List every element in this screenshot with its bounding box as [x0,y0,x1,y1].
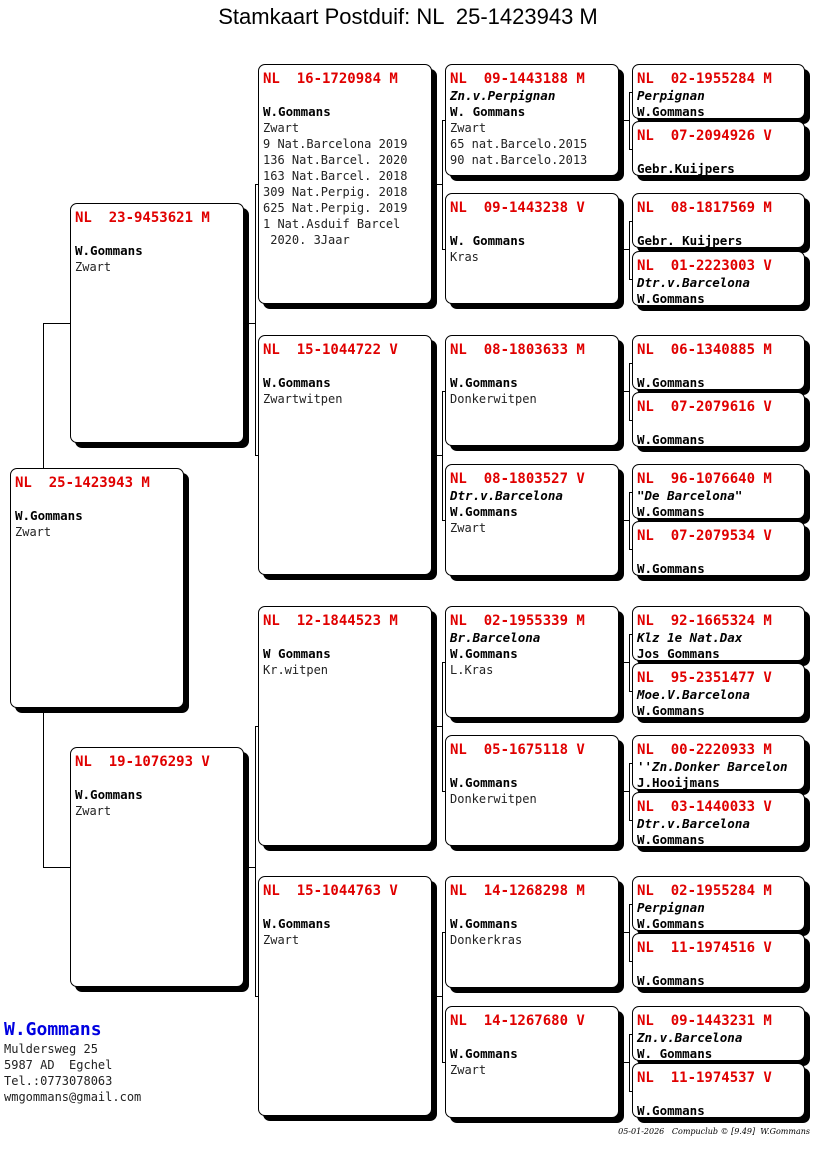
pedigree-line [450,759,614,775]
connector-line [43,867,70,868]
ring-number: NL 08-1817569 M [637,200,772,216]
owner-name: W.Gommans [637,1103,705,1118]
pigeon-card[interactable] [632,1063,805,1118]
pigeon-card[interactable] [632,1006,805,1061]
feather-color: Zwart [263,933,300,947]
connector-line [619,520,629,521]
pedigree-line: Zn.v.Perpignan [450,88,556,103]
feather-color: Zwart [450,521,487,535]
feather-color: Zwartwitpen [263,392,343,406]
ring-number: NL 05-1675118 V [450,742,585,758]
owner-name: W.Gommans [637,832,705,847]
pigeon-card[interactable] [632,933,805,988]
breeder-email: wmgommans@gmail.com [4,1090,142,1104]
connector-line [619,662,629,663]
feather-color: Donkerwitpen [450,392,537,406]
pigeon-card[interactable] [632,335,805,390]
breeder-city: 5987 AD Egchel [4,1058,113,1072]
connector-line [629,904,630,961]
feather-color: Zwart [263,121,300,135]
owner-name: W.Gommans [637,291,705,306]
breeder-phone: Tel.:0773078063 [4,1074,113,1088]
page-title: Stamkaart Postduif: NL 25-1423943 M [218,4,598,29]
owner-name: W.Gommans [450,375,518,390]
connector-line [619,391,629,392]
feather-color: Kr.witpen [263,663,329,677]
pigeon-card[interactable] [445,464,619,576]
owner-name: W.Gommans [637,432,705,447]
connector-line [244,323,255,324]
pedigree-line: Klz 1e Nat.Dax [637,630,743,645]
connector-line [244,867,255,868]
owner-name: W.Gommans [450,916,518,931]
connector-line [255,184,256,455]
pedigree-line [75,771,239,787]
pedigree-line [450,900,614,916]
connector-line [629,492,630,549]
pedigree-line: "De Barcelona" [637,488,743,503]
ring-number: NL 96-1076640 M [637,471,772,487]
ring-number: NL 12-1844523 M [263,613,398,629]
connector-line [432,184,442,185]
pedigree-line: ''Zn.Donker Barcelon [637,759,788,774]
ring-number: NL 00-2220933 M [637,742,772,758]
performance-note: 2020. 3Jaar [263,233,350,247]
ring-number: NL 07-2079616 V [637,399,772,415]
pedigree-line: Perpignan [637,88,705,103]
ring-number: NL 08-1803633 M [450,342,585,358]
connector-line [432,726,442,727]
connector-line [442,391,443,521]
pedigree-line [263,630,427,646]
owner-name: Gebr.Kuijpers [637,161,735,176]
connector-line [442,932,443,1062]
performance-note: 625 Nat.Perpig. 2019 [263,201,408,215]
owner-name: W. Gommans [450,233,526,248]
pedigree-line [637,217,800,233]
pedigree-line: Moe.V.Barcelona [637,687,750,702]
performance-note: 90 nat.Barcelo.2013 [450,153,588,167]
pigeon-card[interactable] [632,251,805,306]
connector-line [629,634,630,691]
pigeon-card[interactable] [10,468,184,708]
ring-number: NL 02-1955339 M [450,613,585,629]
connector-line [442,120,443,249]
footer-credit: 05-01-2026 Compuclub © [9.49] W.Gommans [618,1127,810,1136]
pedigree-line: Dtr.v.Barcelona [637,816,750,831]
performance-note: 163 Nat.Barcel. 2018 [263,169,408,183]
pigeon-card[interactable] [445,606,619,718]
feather-color: Zwart [15,525,52,539]
ring-number: NL 25-1423943 M [15,475,150,491]
connector-line [629,763,630,820]
owner-name: W.Gommans [637,973,705,988]
pigeon-card[interactable] [632,464,805,519]
feather-color: Kras [450,250,479,264]
owner-name: W.Gommans [15,508,83,523]
pigeon-card[interactable] [445,64,619,176]
owner-name: W. Gommans [450,104,526,119]
pedigree-line [263,900,427,916]
ring-number: NL 07-2079534 V [637,528,772,544]
ring-number: NL 06-1340885 M [637,342,772,358]
ring-number: NL 11-1974537 V [637,1070,772,1086]
pigeon-card[interactable] [445,735,619,846]
feather-color: Zwart [450,1063,487,1077]
performance-note: 309 Nat.Perpig. 2018 [263,185,408,199]
pedigree-line [263,359,427,375]
performance-note: 9 Nat.Barcelona 2019 [263,137,408,151]
pigeon-card[interactable] [258,606,432,846]
pigeon-card[interactable] [632,663,805,718]
owner-name: W.Gommans [637,916,705,931]
owner-name: W.Gommans [637,104,705,119]
pedigree-line [75,227,239,243]
owner-name: W.Gommans [263,104,331,119]
pigeon-card[interactable] [632,521,805,576]
pigeon-card[interactable] [258,64,432,304]
owner-name: W.Gommans [75,243,143,258]
pigeon-card[interactable] [258,876,432,1116]
pedigree-line [450,359,614,375]
owner-name: W.Gommans [637,561,705,576]
connector-line [619,249,629,250]
pigeon-card[interactable] [445,335,619,446]
performance-note: 136 Nat.Barcel. 2020 [263,153,408,167]
owner-name: W.Gommans [450,1046,518,1061]
ring-number: NL 01-2223003 V [637,258,772,274]
pigeon-card[interactable] [445,876,619,988]
connector-line [43,323,70,324]
owner-name: Gebr. Kuijpers [637,233,743,248]
ring-number: NL 09-1443188 M [450,71,585,87]
pedigree-line [637,145,800,161]
owner-name: J.Hooijmans [637,775,720,790]
connector-line [619,1062,629,1063]
pigeon-card[interactable] [258,335,432,575]
connector-line [255,726,256,996]
ring-number: NL 16-1720984 M [263,71,398,87]
pigeon-card[interactable] [445,1006,619,1118]
pedigree-line [637,1087,800,1103]
breeder-contact [4,1019,141,1105]
connector-line [619,120,629,121]
pigeon-card[interactable] [632,64,805,119]
pedigree-line: Br.Barcelona [450,630,541,645]
pigeon-card[interactable] [70,747,244,987]
pigeon-card[interactable] [632,392,805,447]
pedigree-line [450,1030,614,1046]
ring-number: NL 14-1268298 M [450,883,585,899]
owner-name: W.Gommans [75,787,143,802]
pedigree-line [637,359,800,375]
feather-color: Zwart [75,804,112,818]
pedigree-line [15,492,179,508]
breeder-street: Muldersweg 25 [4,1042,98,1056]
connector-line [629,92,630,149]
owner-name: Jos Gommans [637,646,720,661]
ring-number: NL 95-2351477 V [637,670,772,686]
owner-name: W.Gommans [450,775,518,790]
performance-note: 1 Nat.Asduif Barcel [263,217,401,231]
pigeon-card[interactable] [632,606,805,661]
pedigree-line: Dtr.v.Barcelona [637,275,750,290]
pigeon-card[interactable] [632,121,805,176]
connector-line [629,221,630,279]
pedigree-line [637,957,800,973]
pedigree-line [450,217,614,233]
ring-number: NL 15-1044722 V [263,342,398,358]
connector-line [619,932,629,933]
ring-number: NL 09-1443231 M [637,1013,772,1029]
ring-number: NL 07-2094926 V [637,128,772,144]
ring-number: NL 09-1443238 V [450,200,585,216]
owner-name: W.Gommans [637,703,705,718]
ring-number: NL 02-1955284 M [637,71,772,87]
connector-line [442,662,443,791]
owner-name: W.Gommans [637,375,705,390]
connector-line [629,363,630,420]
pigeon-card[interactable] [70,203,244,443]
owner-name: W.Gommans [450,504,518,519]
connector-line [629,1034,630,1091]
pigeon-card[interactable] [632,193,805,248]
ring-number: NL 14-1267680 V [450,1013,585,1029]
ring-number: NL 92-1665324 M [637,613,772,629]
feather-color: Zwart [75,260,112,274]
pigeon-card[interactable] [632,735,805,790]
ring-number: NL 23-9453621 M [75,210,210,226]
feather-color: Donkerwitpen [450,792,537,806]
feather-color: L.Kras [450,663,494,677]
ring-number: NL 08-1803527 V [450,471,585,487]
pedigree-line: Perpignan [637,900,705,915]
owner-name: W.Gommans [263,916,331,931]
pedigree-line [263,88,427,104]
ring-number: NL 19-1076293 V [75,754,210,770]
pedigree-line [637,416,800,432]
owner-name: W.Gommans [263,375,331,390]
owner-name: W Gommans [263,646,331,661]
pigeon-card[interactable] [632,876,805,931]
pedigree-line: Dtr.v.Barcelona [450,488,563,503]
connector-line [432,455,442,456]
ring-number: NL 02-1955284 M [637,883,772,899]
connector-line [432,996,442,997]
ring-number: NL 03-1440033 V [637,799,772,815]
pigeon-card[interactable] [445,193,619,304]
ring-number: NL 15-1044763 V [263,883,398,899]
pedigree-line [637,545,800,561]
owner-name: W.Gommans [450,646,518,661]
breeder-name: W.Gommans [4,1019,102,1040]
connector-line [619,791,629,792]
feather-color: Zwart [450,121,487,135]
pigeon-card[interactable] [632,792,805,847]
performance-note: 65 nat.Barcelo.2015 [450,137,588,151]
pedigree-line: Zn.v.Barcelona [637,1030,743,1045]
ring-number: NL 11-1974516 V [637,940,772,956]
owner-name: W.Gommans [637,504,705,519]
feather-color: Donkerkras [450,933,523,947]
owner-name: W. Gommans [637,1046,713,1061]
